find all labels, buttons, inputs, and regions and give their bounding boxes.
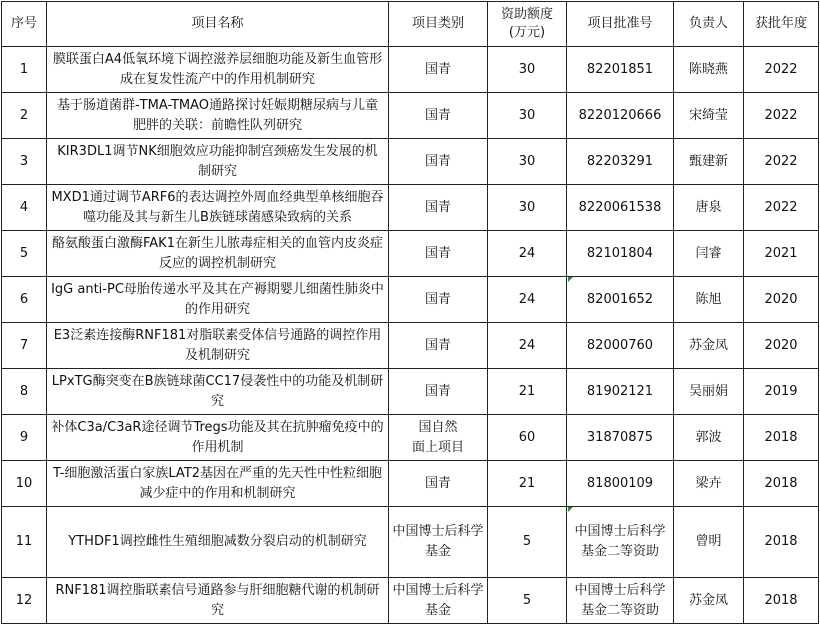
approval-year-text: 2022 — [764, 199, 798, 215]
approval-year — [744, 578, 819, 624]
project-category — [389, 461, 488, 507]
approval-year — [744, 323, 819, 369]
project-leader — [674, 415, 744, 461]
project-leader-text: 宋绮莹 — [688, 107, 728, 123]
approval-number-text: 8220120666 — [578, 107, 662, 123]
project-leader-text: 闫睿 — [695, 245, 722, 261]
row-index — [2, 93, 47, 139]
header-leader: 负责人 — [674, 2, 744, 47]
row-index — [2, 185, 47, 231]
project-name — [47, 578, 389, 624]
funding-amount-text: 5 — [522, 534, 532, 549]
row-index — [2, 507, 47, 578]
project-leader-text: 郭波 — [695, 429, 722, 445]
funding-amount-text: 30 — [518, 153, 536, 169]
approval-year — [744, 507, 819, 578]
approval-year — [744, 415, 819, 461]
table-row — [2, 93, 819, 139]
project-leader — [674, 93, 744, 139]
project-name — [47, 277, 389, 323]
table-row — [2, 507, 819, 578]
funding-amount-text: 24 — [518, 291, 536, 307]
approval-year — [744, 185, 819, 231]
approval-year — [744, 231, 819, 277]
approval-number-text: 82001652 — [586, 291, 654, 307]
project-leader — [674, 323, 744, 369]
approval-number-text: 31870875 — [586, 429, 654, 445]
funding-amount — [488, 231, 567, 277]
funding-amount — [488, 185, 567, 231]
funding-amount — [488, 323, 567, 369]
project-category-text: 国青 — [424, 199, 451, 215]
project-leader-text: 甄建新 — [688, 153, 728, 169]
project-leader — [674, 231, 744, 277]
row-index — [2, 323, 47, 369]
approval-number-text: 中国博士后科学基金二等资助 — [574, 582, 666, 618]
project-category — [389, 231, 488, 277]
project-category-text: 国青 — [424, 153, 451, 169]
funding-amount — [488, 47, 567, 93]
table-row — [2, 139, 819, 185]
project-category-text: 国青 — [424, 337, 451, 353]
project-category — [389, 507, 488, 578]
header-approval-no: 项目批准号 — [567, 2, 674, 47]
project-category — [389, 415, 488, 461]
grants-table — [1, 1, 819, 624]
funding-amount-text: 24 — [518, 245, 536, 261]
project-name-text: RNF181调控脂联素信号通路参与肝细胞糖代谢的机制研究 — [55, 582, 380, 618]
project-category — [389, 139, 488, 185]
cell-comment-marker — [568, 277, 573, 282]
project-category — [389, 93, 488, 139]
row-index-text: 11 — [15, 534, 33, 549]
approval-year — [744, 139, 819, 185]
table-row — [2, 323, 819, 369]
project-category-text: 国青 — [424, 107, 451, 123]
approval-year-text: 2020 — [764, 337, 798, 353]
table-row — [2, 369, 819, 415]
header-amount: 资助额度 (万元) — [488, 2, 567, 47]
approval-year-text: 2018 — [764, 534, 798, 549]
row-index — [2, 277, 47, 323]
row-index-text: 2 — [19, 107, 29, 123]
approval-number — [567, 578, 674, 624]
project-name-text: YTHDF1调控雌性生殖细胞减数分裂启动的机制研究 — [68, 534, 367, 549]
table-row — [2, 578, 819, 624]
funding-amount-text: 30 — [518, 107, 536, 123]
project-name — [47, 47, 389, 93]
project-name — [47, 93, 389, 139]
project-name — [47, 415, 389, 461]
project-leader-text: 陈晓燕 — [688, 61, 728, 77]
approval-number-text: 82201851 — [586, 61, 654, 77]
project-category — [389, 578, 488, 624]
approval-number — [567, 277, 674, 323]
approval-year-text: 2018 — [764, 592, 798, 608]
project-leader — [674, 185, 744, 231]
project-leader — [674, 139, 744, 185]
approval-year-text: 2022 — [764, 107, 798, 123]
project-name-text: 酪氨酸蛋白激酶FAK1在新生儿脓毒症相关的血管内皮炎症反应的调控机制研究 — [52, 235, 383, 271]
header-project-name: 项目名称 — [47, 2, 389, 47]
header-row — [2, 2, 819, 47]
project-leader-text: 苏金凤 — [688, 592, 728, 608]
table-row — [2, 461, 819, 507]
approval-number-text: 81902121 — [586, 383, 654, 399]
funding-amount-text: 30 — [518, 61, 536, 77]
project-name-text: E3泛素连接酶RNF181对脂联素受体信号通路的调控作用及机制研究 — [53, 327, 382, 363]
funding-amount — [488, 507, 567, 578]
row-index — [2, 369, 47, 415]
project-name — [47, 323, 389, 369]
project-leader-text: 吴丽娟 — [688, 383, 728, 399]
approval-number-text: 82203291 — [586, 153, 654, 169]
project-category-text: 国青 — [424, 61, 451, 77]
header-category: 项目类别 — [389, 2, 488, 47]
row-index-text: 8 — [19, 383, 29, 399]
approval-year — [744, 369, 819, 415]
funding-amount — [488, 415, 567, 461]
funding-amount-text: 24 — [518, 337, 536, 353]
project-name — [47, 185, 389, 231]
row-index-text: 1 — [19, 61, 29, 77]
project-leader-text: 梁卉 — [695, 475, 722, 491]
table-row — [2, 415, 819, 461]
project-category-text: 国青 — [424, 291, 451, 307]
row-index-text: 6 — [19, 291, 29, 307]
funding-amount — [488, 369, 567, 415]
row-index-text: 3 — [19, 153, 29, 169]
header-index: 序号 — [2, 2, 47, 47]
row-index-text: 5 — [19, 245, 29, 261]
approval-number — [567, 231, 674, 277]
project-category-text: 国自然 面上项目 — [411, 419, 464, 455]
row-index — [2, 461, 47, 507]
row-index-text: 10 — [15, 475, 33, 491]
funding-amount-text: 5 — [522, 592, 532, 608]
funding-amount — [488, 578, 567, 624]
project-name — [47, 507, 389, 578]
project-category-text: 中国博士后科学基金 — [392, 582, 484, 618]
project-leader — [674, 578, 744, 624]
table-row — [2, 231, 819, 277]
funding-amount — [488, 277, 567, 323]
project-name-text: T-细胞激活蛋白家族LAT2基因在严重的先天性中性粒细胞减少症中的作用和机制研究 — [52, 465, 383, 501]
project-category-text: 国青 — [424, 383, 451, 399]
project-leader — [674, 461, 744, 507]
approval-year-text: 2018 — [764, 475, 798, 491]
approval-number-text: 82101804 — [586, 245, 654, 261]
row-index-text: 9 — [19, 429, 29, 445]
funding-amount-text: 60 — [518, 429, 536, 445]
table-row — [2, 185, 819, 231]
project-leader — [674, 507, 744, 578]
approval-number-text: 中国博士后科学基金二等资助 — [574, 524, 666, 559]
approval-year — [744, 47, 819, 93]
project-category — [389, 47, 488, 93]
project-leader-text: 唐泉 — [695, 199, 722, 215]
approval-year — [744, 461, 819, 507]
project-name-text: LPxTG酶突变在B族链球菌CC17侵袭性中的功能及机制研究 — [51, 373, 384, 409]
project-leader — [674, 369, 744, 415]
approval-number — [567, 93, 674, 139]
project-category-text: 中国博士后科学基金 — [392, 524, 484, 559]
funding-amount — [488, 461, 567, 507]
project-category — [389, 277, 488, 323]
approval-number-text: 82000760 — [586, 337, 654, 353]
funding-amount-text: 30 — [518, 199, 536, 215]
project-leader-text: 陈旭 — [695, 291, 722, 307]
approval-number-text: 8220061538 — [578, 199, 662, 215]
project-category-text: 国青 — [424, 245, 451, 261]
project-name-text: 补体C3a/C3aR途径调节Tregs功能及其在抗肿瘤免疫中的作用机制 — [51, 419, 384, 455]
table-row — [2, 277, 819, 323]
cell-comment-marker — [568, 507, 573, 512]
funding-amount — [488, 93, 567, 139]
approval-number — [567, 507, 674, 578]
project-category-text: 国青 — [424, 475, 451, 491]
project-name-text: KIR3DL1调节NK细胞效应功能抑制宫颈癌发生发展的机制研究 — [57, 143, 378, 179]
project-name-text: 基于肠道菌群-TMA-TMAO通路探讨妊娠期糖尿病与儿童肥胖的关联：前瞻性队列研究 — [56, 97, 378, 133]
approval-year-text: 2022 — [764, 61, 798, 77]
approval-year — [744, 277, 819, 323]
project-name — [47, 231, 389, 277]
table-body — [2, 47, 819, 624]
project-name — [47, 139, 389, 185]
funding-amount — [488, 139, 567, 185]
approval-year-text: 2019 — [764, 383, 798, 399]
approval-number — [567, 185, 674, 231]
row-index-text: 7 — [19, 337, 29, 353]
project-category — [389, 369, 488, 415]
approval-number — [567, 461, 674, 507]
approval-number-text: 81800109 — [586, 475, 654, 491]
row-index — [2, 47, 47, 93]
row-index — [2, 139, 47, 185]
project-name-text: 膜联蛋白A4低氧环境下调控滋养层细胞功能及新生血管形成在复发性流产中的作用机制研究 — [52, 51, 383, 87]
project-leader-text: 苏金凤 — [688, 337, 728, 353]
approval-number — [567, 47, 674, 93]
approval-year-text: 2018 — [764, 429, 798, 445]
project-leader — [674, 47, 744, 93]
funding-amount-text: 21 — [518, 475, 536, 491]
approval-number — [567, 323, 674, 369]
approval-year-text: 2020 — [764, 291, 798, 307]
header-year: 获批年度 — [744, 2, 819, 47]
approval-number — [567, 369, 674, 415]
project-name — [47, 461, 389, 507]
project-leader-text: 曾明 — [695, 534, 722, 549]
row-index-text: 12 — [15, 592, 33, 608]
funding-amount-text: 21 — [518, 383, 536, 399]
project-name-text: IgG anti-PC母胎传递水平及其在产褥期婴儿细菌性肺炎中的作用研究 — [51, 281, 384, 317]
project-category — [389, 185, 488, 231]
project-leader — [674, 277, 744, 323]
approval-number — [567, 139, 674, 185]
project-category — [389, 323, 488, 369]
approval-year-text: 2021 — [764, 245, 798, 261]
table-row — [2, 47, 819, 93]
approval-number — [567, 415, 674, 461]
project-name — [47, 369, 389, 415]
row-index — [2, 415, 47, 461]
approval-year-text: 2022 — [764, 153, 798, 169]
approval-year — [744, 93, 819, 139]
row-index — [2, 231, 47, 277]
row-index — [2, 578, 47, 624]
project-name-text: MXD1通过调节ARF6的表达调控外周血经典型单核细胞吞噬功能及其与新生儿B族链球菌感染致病的关系 — [51, 189, 384, 225]
row-index-text: 4 — [19, 199, 29, 215]
